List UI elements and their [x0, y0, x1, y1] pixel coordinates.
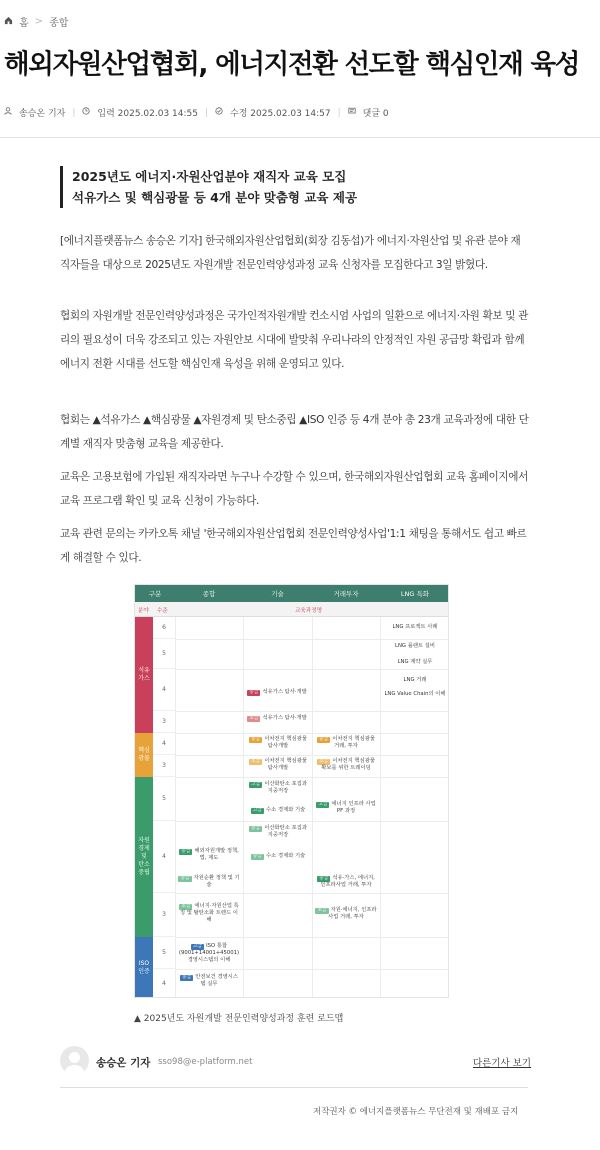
level-tag: 중급 — [251, 826, 261, 831]
header-cell: 구분 — [148, 590, 162, 598]
article-subheading — [60, 166, 357, 208]
field-oil-gas: 석유 가스 — [135, 617, 153, 733]
level-tag: 초급 — [317, 908, 327, 913]
course-cell: 중급 석유·가스, 에너지, 인프라사업 거래, 투자 — [319, 875, 375, 888]
home-icon[interactable] — [4, 16, 13, 28]
clock-icon — [82, 107, 90, 118]
field-critical-minerals: 핵심 광물 — [135, 733, 153, 777]
check-circle-icon — [215, 107, 223, 118]
grid-line — [243, 617, 244, 998]
level-tag: 초급 — [251, 759, 261, 764]
level-tag: 중급 — [182, 975, 192, 980]
grid-line — [312, 617, 313, 998]
course-cell: 초급 이차전지 핵심광물 확보를 위한 트레이딩 — [319, 758, 375, 771]
article-paragraph: 교육은 고용보험에 가입된 재직자라면 누구나 수강할 수 있으며, 한국해외자원산업협회 교육 홈페이지에서 교육 프로그램 확인 및 교육 신청이 가능하다. — [60, 471, 529, 507]
course-cell: 초급 에너지·자원산업 특징 및 탈탄소화 트렌드 이해 — [180, 903, 239, 923]
course-cell: LNG Value Chain의 이해 — [384, 691, 446, 697]
level-cell: 5 — [153, 639, 175, 669]
course-cell: LNG 거래 — [403, 677, 427, 683]
level-cell: 4 — [153, 821, 175, 893]
level-cell: 6 — [153, 617, 175, 639]
level-tag: 고급 — [318, 802, 328, 807]
level-tag: 초급 — [249, 716, 259, 721]
course-cell: 중급 이차전지 핵심광물 거래, 투자 — [319, 736, 375, 749]
course-cell: 초급 석유가스 탐사·개발 — [249, 715, 307, 721]
subheader-cell: 수준 — [157, 608, 168, 614]
byline-author[interactable]: 송승온 기자 — [96, 1057, 151, 1069]
course-cell: 고급 수소 경제와 기술 — [252, 807, 306, 813]
modified-date: 수정 2025.02.03 14:57 — [230, 109, 331, 119]
course-cell: LNG 계약 실무 — [397, 659, 433, 665]
course-cell: LNG 프로젝트 사례 — [392, 624, 438, 630]
grid-line — [380, 617, 381, 998]
level-tag: 고급 — [192, 944, 203, 949]
comment-count[interactable]: 댓글 0 — [362, 109, 389, 119]
level-tag: 초급 — [181, 904, 191, 909]
copyright-notice: 저작권자 © 에너지플랫폼뉴스 무단전재 및 재배포 금지 — [313, 1107, 519, 1117]
header-cell: LNG 특화 — [400, 590, 430, 598]
level-cell: 4 — [153, 969, 175, 998]
level-cell: 3 — [153, 711, 175, 733]
level-tag: 중급 — [249, 690, 259, 695]
level-cell: 3 — [153, 755, 175, 777]
figure-subheader — [135, 602, 449, 617]
level-tag: 고급 — [251, 782, 261, 787]
level-tag: 중급 — [181, 849, 191, 854]
header-cell: 기술 — [271, 590, 284, 598]
byline-email[interactable]: sso98@e-platform.net — [158, 1057, 253, 1067]
course-cell: 중급 이산화탄소 포집과 지중저장 — [251, 825, 307, 838]
level-tag: 고급 — [252, 808, 263, 813]
article-paragraph: [에너지플랫폼뉴스 송승온 기자] 한국해외자원산업협회(회장 김동섭)가 에너지·자원산업 및 유관 분야 재직자들을 대상으로 2025년도 자원개발 전문인력양성과정 교육 신청자를 모집한다고 3일 밝혔다. — [60, 235, 521, 271]
subheading-line: 2025년도 에너지·자원산업분야 재직자 교육 모집 — [72, 169, 347, 184]
level-tag: 중급 — [319, 737, 329, 742]
level-tag: 초급 — [319, 759, 329, 764]
subheading-line: 석유가스 및 핵심광물 등 4개 분야 맞춤형 교육 제공 — [72, 190, 358, 205]
figure-header — [135, 585, 449, 602]
breadcrumb — [4, 14, 68, 29]
course-cell: 고급 에너지 인프라 사업 PF 과정 — [318, 801, 376, 814]
course-cell: 중급 자원순환 정책 및 기술 — [180, 875, 240, 888]
reporter-name[interactable]: 송승온 기자 — [19, 109, 66, 119]
breadcrumb-home[interactable]: 홈 — [19, 18, 29, 29]
chevron-right-icon: > — [34, 16, 44, 27]
input-date: 입력 2025.02.03 14:55 — [97, 109, 198, 119]
course-cell: 중급 안전보건 경영시스템 실무 — [182, 974, 238, 987]
course-cell: 고급 이산화탄소 포집과 지중저장 — [251, 781, 307, 794]
course-cell: LNG 플랜트 설비 — [395, 643, 435, 649]
course-cell: 초급 이차전지 핵심광물 탐사개발 — [251, 758, 307, 771]
level-cell: 5 — [153, 937, 175, 969]
roadmap-figure[interactable] — [134, 584, 449, 998]
level-tag: 중급 — [251, 737, 261, 742]
divider — [60, 1087, 528, 1088]
figure-caption: ▲ 2025년도 자원개발 전문인력양성과정 훈련 로드맵 — [134, 1014, 344, 1024]
article-meta: 송승온 기자 | 입력 2025.02.03 14:55 | 수정 2025.02.03 14:57 | 댓글 0 — [4, 106, 389, 119]
field-resource-economy: 자원 경제 및 탄소 중립 — [135, 777, 153, 937]
header-cell: 종합 — [202, 590, 216, 598]
level-cell: 5 — [153, 777, 175, 821]
level-cell: 4 — [153, 669, 175, 711]
course-cell: 중급 석유가스 탐사·개발 — [249, 689, 307, 695]
level-cell: 3 — [153, 893, 175, 937]
course-cell: 중급 이차전지 핵심광물 탐사개발 — [251, 736, 307, 749]
subheader-cell: 분야 — [138, 608, 149, 614]
avatar[interactable] — [60, 1046, 89, 1075]
user-icon — [4, 107, 12, 118]
course-cell: 중급 해외자원개발 정책, 법, 제도 — [181, 848, 239, 861]
comment-icon — [348, 107, 356, 118]
level-cell: 4 — [153, 733, 175, 755]
grid-line — [175, 617, 176, 998]
header-cell: 거래투자 — [333, 590, 359, 598]
breadcrumb-section[interactable]: 종합 — [49, 18, 69, 29]
subheader-cell: 교육과정명 — [295, 608, 323, 614]
divider — [0, 137, 600, 138]
course-cell: 고급 ISO 통합 (9001+14001+45001) 경영시스템의 이해 — [178, 943, 240, 963]
level-tag: 중급 — [180, 876, 190, 881]
article-paragraph: 협회의 자원개발 전문인력양성과정은 국가인적자원개발 컨소시엄 사업의 일환으로 에너지·자원 확보 및 관리의 필요성이 더욱 강조되고 있는 자원안보 시대에 발맞춰 우리나라의 안정적인 자원 공급망 확립과 함께 에너지 전환 시대를 선도할 핵심인재 육성을 위해 운영되고 있다. — [60, 310, 529, 370]
more-articles-link[interactable]: 다른기사 보기 — [473, 1058, 532, 1069]
article-paragraph: 협회는 ▲석유가스 ▲핵심광물 ▲자원경제 및 탄소중립 ▲ISO 인증 등 4개 분야 총 23개 교육과정에 대한 단계별 재직자 맞춤형 교육을 제공한다. — [60, 414, 529, 450]
article-title: 해외자원산업협회, 에너지전환 선도할 핵심인재 육성 — [4, 49, 580, 80]
level-tag: 중급 — [252, 854, 263, 859]
course-cell: 초급 자원·에너지, 인프라사업 거래, 투자 — [317, 907, 377, 920]
course-cell: 중급 수소 경제와 기술 — [252, 853, 306, 859]
article-paragraph: 교육 관련 문의는 카카오톡 채널 '한국해외자원산업협회 전문인력양성사업'1:1 채팅을 통해서도 쉽고 빠르게 해결할 수 있다. — [60, 528, 527, 564]
field-iso: ISO 인증 — [135, 937, 153, 998]
level-tag: 중급 — [319, 876, 329, 881]
